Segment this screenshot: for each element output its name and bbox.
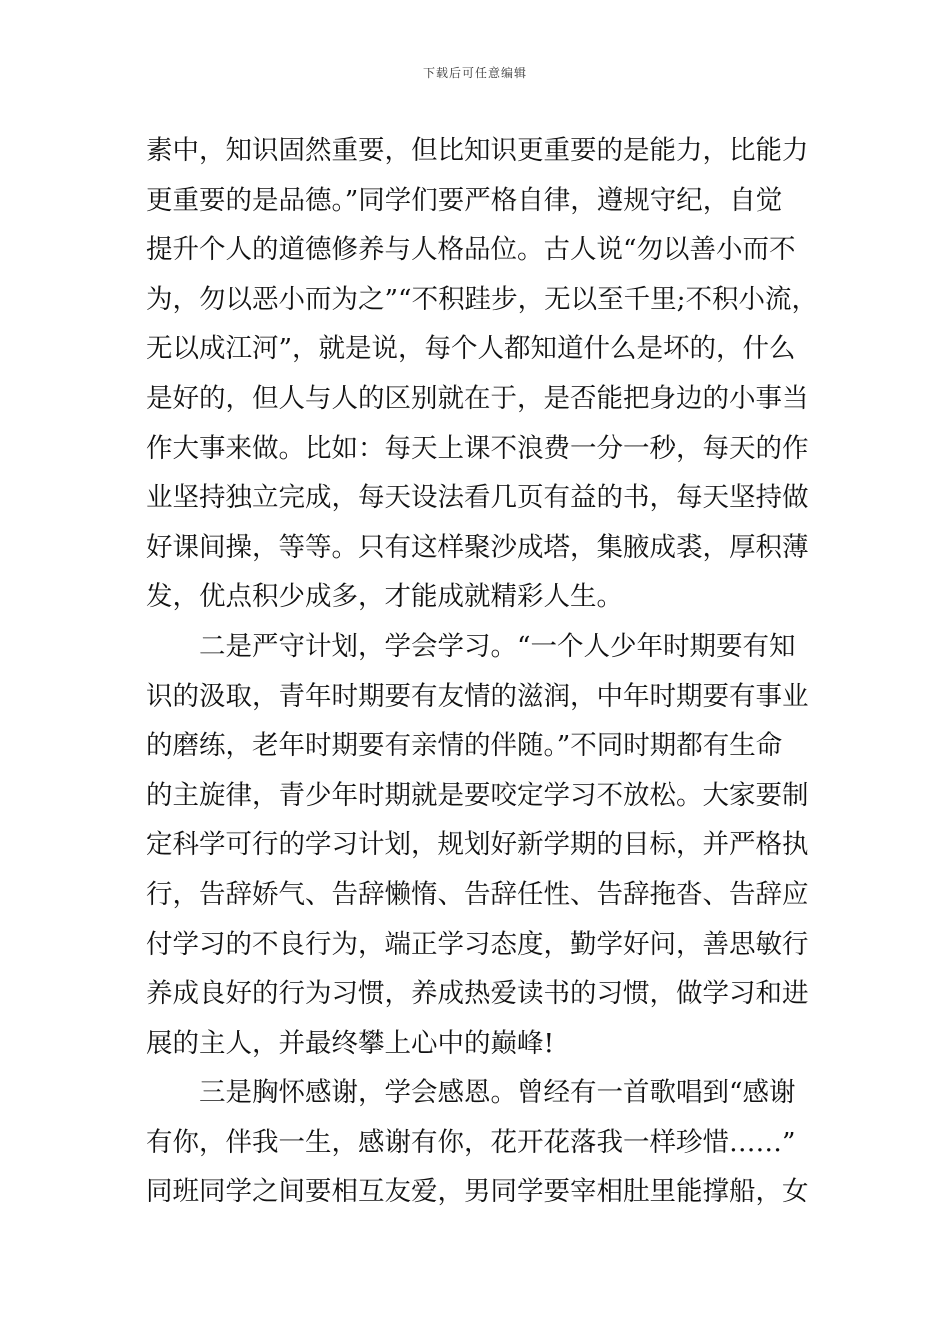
page-header: 下载后可任意编辑 [422,66,527,80]
text-line: 养成良好的行为习惯，养成热爱读书的习惯，做学习和进 [146,978,809,1010]
text-line: 好课间操，等等。只有这样聚沙成塔，集腋成裘，厚积薄 [146,531,809,563]
text-line: 是好的，但人与人的区别就在于，是否能把身边的小事当 [146,382,809,414]
text-line: 展的主人，并最终攀上心中的巅峰! [146,1027,555,1059]
text-line: 提升个人的道德修养与人格品位。古人说“勿以善小而不 [146,234,796,266]
text-line: 同班同学之间要相互友爱，男同学要宰相肚里能撑船，女 [146,1176,809,1208]
text-line: 二是严守计划，学会学习。“一个人少年时期要有知 [199,630,796,662]
text-line: 定科学可行的学习计划，规划好新学期的目标，并严格执 [146,829,809,861]
text-line: 为，勿以恶小而为之”“不积跬步，无以至千里;不积小流， [146,283,819,315]
text-line: 的主旋律，青少年时期就是要咬定学习不放松。大家要制 [146,779,809,811]
text-line: 素中，知识固然重要，但比知识更重要的是能力，比能力 [146,135,809,166]
text-line: 更重要的是品德。”同学们要严格自律，遵规守纪，自觉 [146,184,783,216]
text-line: 有你，伴我一生，感谢有你，花开花落我一样珍惜……” [146,1126,796,1158]
text-line: 识的汲取，青年时期要有友情的滋润，中年时期要有事业 [146,680,809,712]
text-line: 付学习的不良行为，端正学习态度，勤学好问，善思敏行 [146,928,809,960]
body-text [146,126,826,1217]
text-line: 的磨练，老年时期要有亲情的伴随。”不同时期都有生命 [146,730,783,762]
text-line: 行，告辞娇气、告辞懒惰、告辞任性、告辞拖沓、告辞应 [146,878,809,910]
text-line: 三是胸怀感谢，学会感恩。曾经有一首歌唱到“感谢 [199,1077,796,1109]
text-line: 发，优点积少成多，才能成就精彩人生。 [146,581,623,613]
text-line: 业坚持独立完成，每天设法看几页有益的书，每天坚持做 [146,482,809,514]
text-line: 无以成江河”，就是说，每个人都知道什么是坏的，什么 [146,333,796,365]
text-line: 作大事来做。比如：每天上课不浪费一分一秒，每天的作 [146,432,809,464]
